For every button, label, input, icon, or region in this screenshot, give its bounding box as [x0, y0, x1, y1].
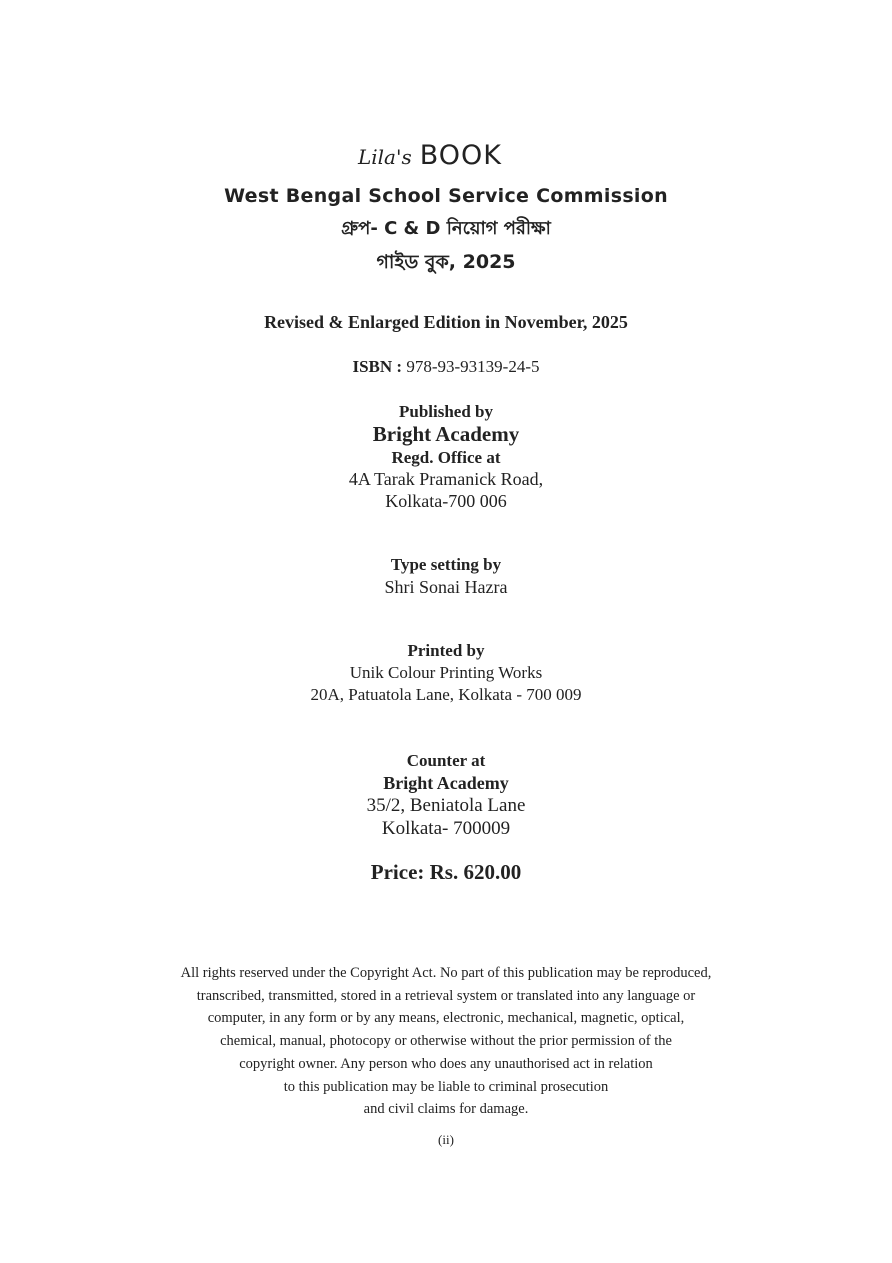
- copyright-line: to this publication may be liable to criminal prosecution: [283, 1078, 609, 1095]
- guide-title: গাইড বুক, 2025: [376, 251, 516, 273]
- brand-script: Lila's: [357, 145, 412, 169]
- typesetting-heading: Type setting by: [390, 555, 502, 574]
- printer-name: Unik Colour Printing Works: [349, 663, 543, 682]
- exam-group: গ্রুপ- C & D নিয়োগ পরীক্ষা: [341, 218, 551, 239]
- isbn-value: 978-93-93139-24-5: [406, 357, 540, 376]
- counter-address-line1: 35/2, Beniatola Lane: [366, 795, 526, 816]
- brand-word: BOOK: [419, 140, 503, 171]
- copyright-line: chemical, manual, photocopy or otherwise without the prior permission of the: [220, 1033, 672, 1050]
- copyright-line: and civil claims for damage.: [363, 1101, 529, 1118]
- publisher-address-line1: 4A Tarak Pramanick Road,: [348, 469, 544, 489]
- typesetter-name: Shri Sonai Hazra: [384, 577, 508, 597]
- copyright-line: transcribed, transmitted, stored in a retrieval system or translated into any language or: [196, 987, 696, 1004]
- copyright-line: copyright owner. Any person who does any unauthorised act in relation: [239, 1055, 653, 1072]
- publisher-name: Bright Academy: [372, 422, 520, 446]
- exam-title: West Bengal School Service Commission: [224, 185, 668, 207]
- printer-address: 20A, Patuatola Lane, Kolkata - 700 009: [310, 685, 582, 704]
- regd-office-label: Regd. Office at: [391, 448, 501, 467]
- copyright-line: All rights reserved under the Copyright Act. No part of this publication may be reproduced,: [180, 965, 712, 981]
- price: Price: Rs. 620.00: [370, 860, 522, 884]
- isbn-line: [0, 357, 892, 377]
- counter-heading: Counter at: [406, 751, 486, 770]
- copyright-line: computer, in any form or by any means, electronic, mechanical, magnetic, optical,: [207, 1010, 685, 1027]
- counter-address-line2: Kolkata- 700009: [381, 818, 511, 839]
- published-by-heading: Published by: [398, 402, 493, 421]
- brand-logo: [0, 140, 860, 172]
- publisher-address-line2: Kolkata-700 006: [385, 491, 507, 511]
- counter-name: Bright Academy: [383, 773, 509, 793]
- page-number: (ii): [438, 1132, 454, 1147]
- printed-by-heading: Printed by: [407, 641, 485, 660]
- isbn-label: ISBN :: [352, 357, 403, 376]
- copyright-notice: [0, 962, 892, 1121]
- edition-line: Revised & Enlarged Edition in November, 2025: [264, 312, 628, 332]
